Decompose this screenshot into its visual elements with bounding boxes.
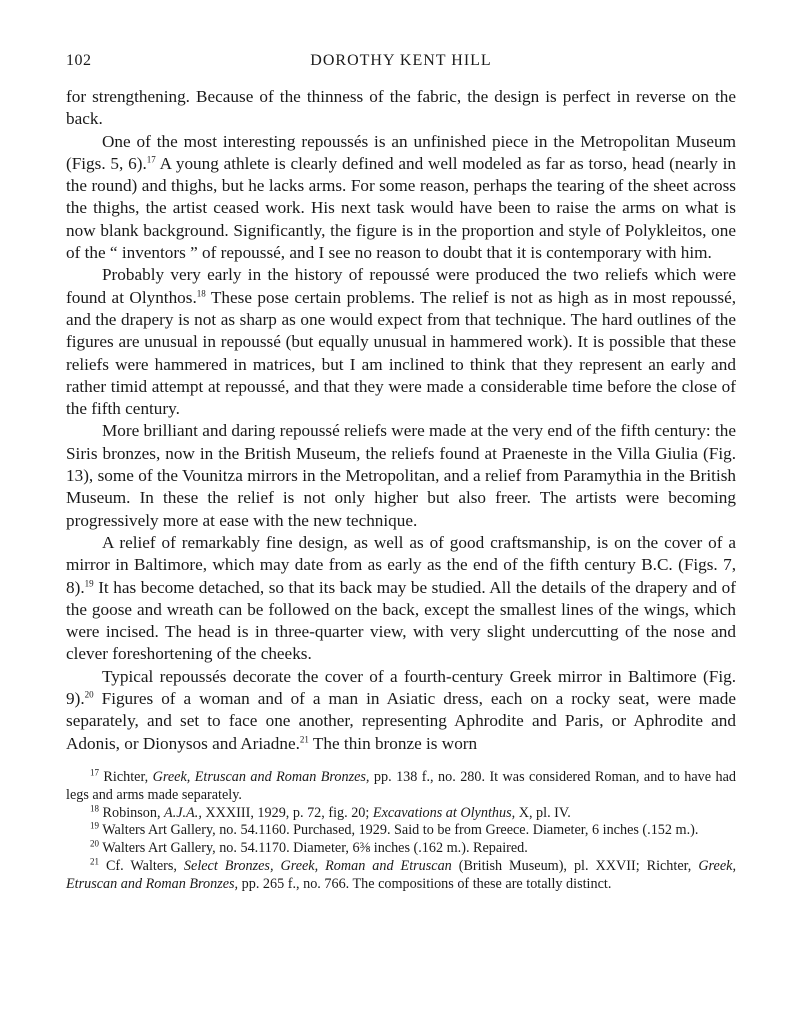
footnote-ref-21: 21 bbox=[299, 733, 309, 744]
footnote-21-text-a: Cf. Walters, bbox=[99, 857, 184, 874]
paragraph-5-text-a: A relief of remarkably fine design, as well as of good craftsmanship, is on the cover of a mirror in Baltimore, which may date from as early as the end of the fifth century bbox=[66, 532, 736, 575]
footnote-17-title: Greek, Etruscan and Roman Bronzes, bbox=[152, 768, 370, 785]
footnote-19-number: 19 bbox=[90, 820, 99, 831]
footnote-17-number: 17 bbox=[90, 767, 99, 778]
paragraph-1 bbox=[66, 86, 736, 131]
footnote-ref-20: 20 bbox=[84, 689, 94, 700]
footnote-17 bbox=[66, 769, 736, 805]
footnote-ref-17: 17 bbox=[146, 154, 156, 165]
running-head-author: DOROTHY KENT HILL bbox=[310, 52, 492, 69]
paragraph-5-text-b: (Figs. 7, 8). bbox=[66, 555, 736, 597]
footnote-21-title-2: Greek, Etruscan and Roman Bronzes, bbox=[66, 857, 736, 892]
footnote-18-title-2: Excavations at Olynthus, bbox=[372, 804, 516, 821]
paragraph-3-text-a: Probably very early in the history of repoussé were produced the two reliefs which were found at Olynthos. bbox=[66, 265, 736, 307]
footnote-21 bbox=[66, 858, 736, 894]
footnote-ref-19: 19 bbox=[84, 577, 94, 588]
footnote-18 bbox=[66, 802, 736, 823]
paragraph-2-text-b: A young athlete is clearly defined and well modeled as far as torso, head (nearly in the round) and thighs, but he lacks arms. For some reason, perhaps the tearing of the sheet across the thighs, the artist ceased work. His next task would have been to raise the arms on what is now blank background. Significantly, the figure is in the proportion and style of Polykleitos, one of the “ inventors ” of repoussé, and I see no reason to doubt that it is contemporary with him. bbox=[66, 153, 736, 263]
footnote-20 bbox=[66, 840, 736, 858]
paragraph-4-text: More brilliant and daring repoussé reliefs were made at the very end of the fifth century: the Siris bronzes, now in the British Museum, the reliefs found at Praeneste in the Villa Giulia (Fig. 13), some of the Vounitza mirrors in the Metropolitan, and a relief from Paramythia in the British Museum. In these the relief is not only higher but also freer. The artists were becoming progressively more at ease with the new technique. bbox=[66, 421, 736, 530]
footnote-21-text-b: (British Museum), pl. XXVII; Richter, bbox=[451, 857, 699, 874]
running-head bbox=[66, 48, 736, 74]
footnote-17-text-b: pp. 138 f., no. 280. It was considered Roman, and to have had legs and arms made separately. bbox=[66, 768, 736, 803]
paragraph-6-text-b: Figures of a woman and of a man in Asiatic dress, each on a rocky seat, were made separately, and set to face one another, representing Aphrodite and Paris, or Aphrodite and Adonis, or Dionysos and Ariadne. bbox=[66, 689, 736, 753]
footnote-18-text-b: XXXIII, 1929, p. 72, fig. 20; bbox=[201, 804, 373, 821]
paragraph-5 bbox=[66, 532, 736, 666]
footnote-18-number: 18 bbox=[90, 802, 99, 813]
footnote-21-number: 21 bbox=[90, 856, 99, 867]
footnote-21-text-c: pp. 265 f., no. 766. The compositions of these are totally distinct. bbox=[238, 875, 612, 892]
footnote-18-title: A.J.A., bbox=[164, 804, 202, 821]
footnote-20-number: 20 bbox=[90, 838, 99, 849]
page bbox=[66, 48, 736, 893]
footnotes bbox=[66, 769, 736, 894]
paragraph-6 bbox=[66, 666, 736, 755]
footnote-17-text-a: Richter, bbox=[99, 768, 153, 785]
body-text bbox=[66, 86, 736, 755]
footnote-20-text: Walters Art Gallery, no. 54.1170. Diameter, 6⅜ inches (.162 m.). Repaired. bbox=[99, 840, 528, 857]
era-abbreviation: B.C. bbox=[641, 555, 673, 575]
paragraph-4 bbox=[66, 420, 736, 531]
paragraph-5-text-c: It has become detached, so that its back may be studied. All the details of the drapery and of the goose and wreath can be followed on the back, except the smallest lines of the wings, which were incised. The head is in three-quarter view, with very slight undercutting of the nose and clever foreshortening of the cheeks. bbox=[66, 577, 736, 664]
footnote-21-title: Select Bronzes, Greek, Roman and Etruscan bbox=[183, 857, 452, 874]
footnote-18-text-a: Robinson, bbox=[99, 804, 165, 821]
paragraph-2-text-a: One of the most interesting repoussés is an unfinished piece in the Metropolitan Museum (Figs. 5, 6). bbox=[66, 131, 736, 173]
paragraph-1-text: for strengthening. Because of the thinness of the fabric, the design is perfect in reverse on the back. bbox=[66, 87, 736, 129]
paragraph-3-text-b: These pose certain problems. The relief is not as high as in most repoussé, and the drapery is not as sharp as one would expect from that technique. The hard outlines of the figures are unusual in repoussé (but equally unusual in hammered work). It is possible that these reliefs were hammered in matrices, but I am inclined to think that they represent an early and rather timid attempt at repoussé, and that they were made a considerable time before the close of the fifth century. bbox=[66, 287, 737, 419]
footnote-ref-18: 18 bbox=[196, 287, 206, 298]
paragraph-2 bbox=[66, 131, 736, 265]
footnote-19 bbox=[66, 822, 736, 840]
page-number: 102 bbox=[66, 52, 92, 69]
paragraph-6-text-c: The thin bronze is worn bbox=[308, 733, 478, 753]
footnote-18-text-c: X, pl. IV. bbox=[515, 804, 571, 821]
paragraph-6-text-a: Typical repoussés decorate the cover of a fourth-century Greek mirror in Baltimore (Fig. 9). bbox=[66, 666, 736, 709]
footnote-19-text: Walters Art Gallery, no. 54.1160. Purchased, 1929. Said to be from Greece. Diameter, 6 inches (.152 m.). bbox=[99, 822, 699, 839]
paragraph-3 bbox=[66, 264, 736, 420]
